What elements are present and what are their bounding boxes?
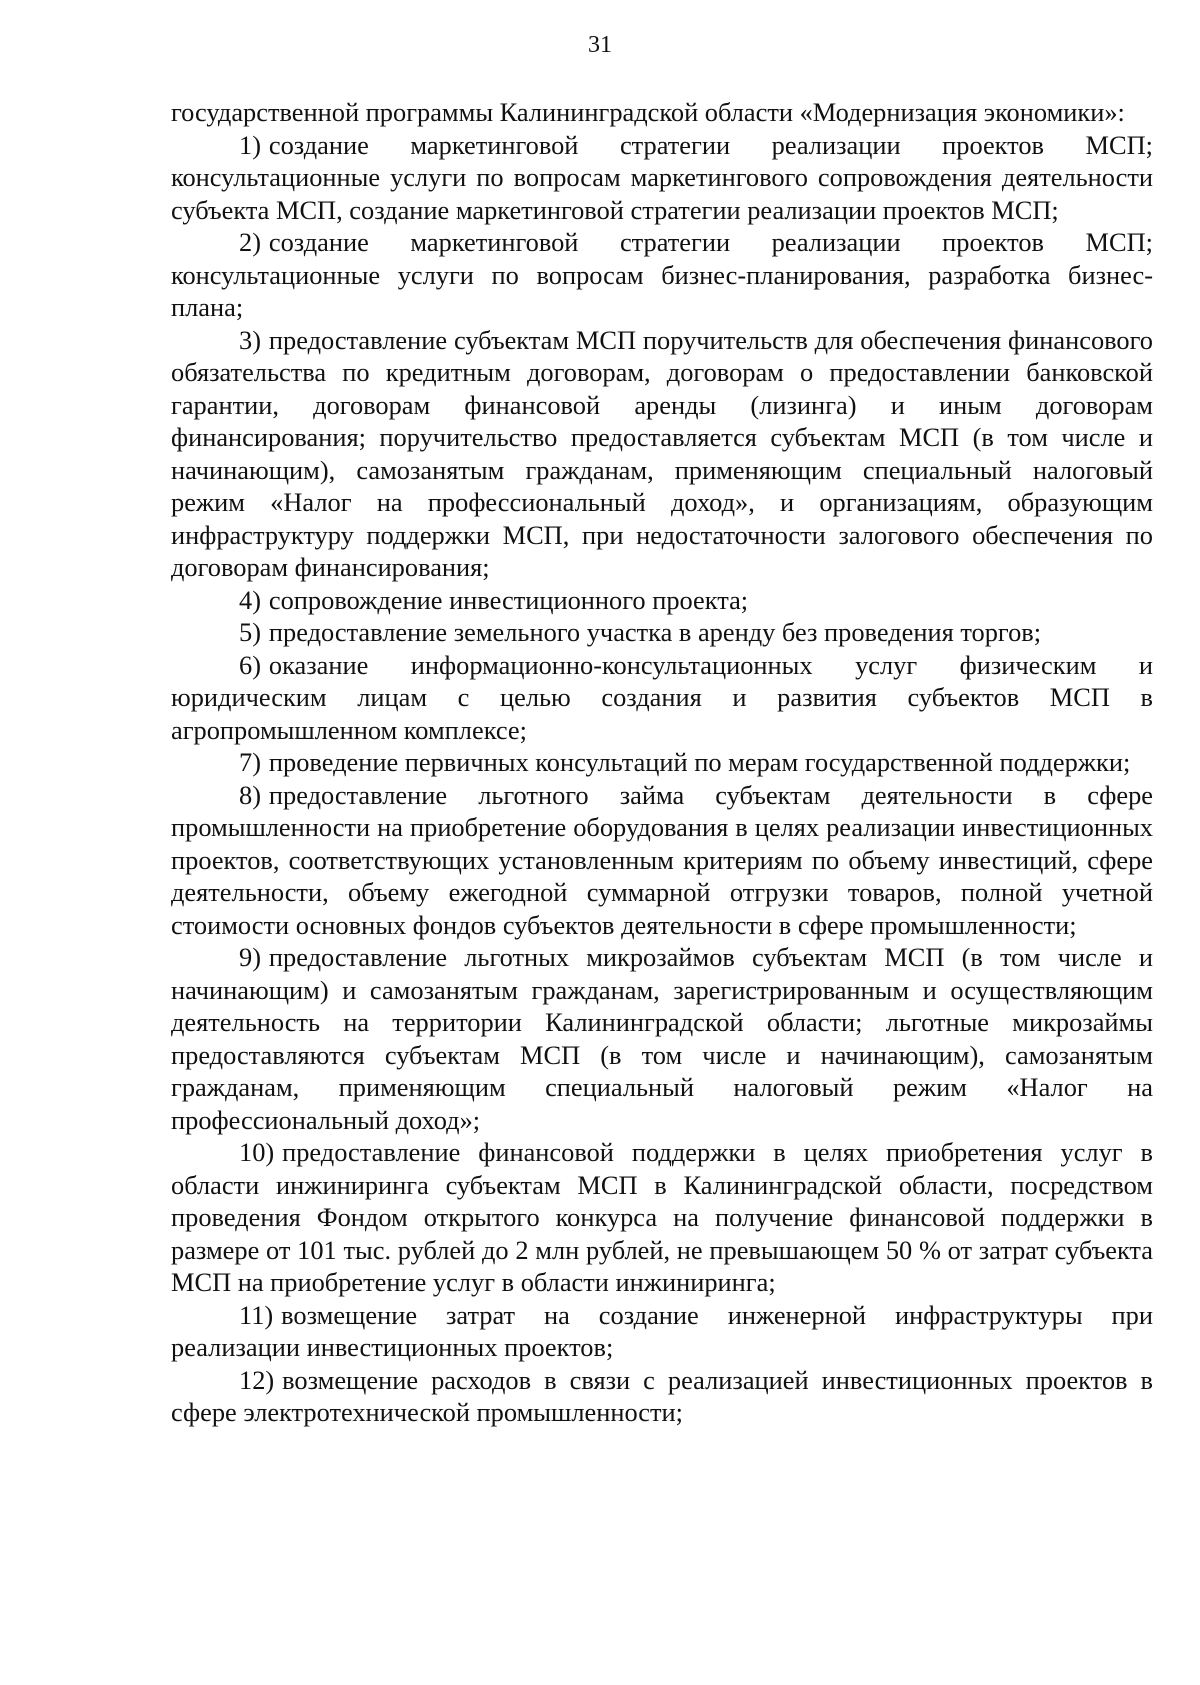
list-item-6 bbox=[171, 649, 1153, 747]
paragraph-intro bbox=[171, 96, 1153, 129]
list-item-2 bbox=[171, 226, 1153, 324]
list-number: 9) bbox=[239, 942, 261, 972]
list-number: 5) bbox=[239, 617, 261, 647]
list-item-11 bbox=[171, 1299, 1153, 1364]
list-item-text: предоставление льготных микрозаймов субъектам МСП (в том числе и начинающим) и самозанятым гражданам, зарегистрированным и осуществляющим деятельность на территории Калининградской области; льготные микрозаймы предоставляются субъектам МСП (в том числе и начинающим), самозанятым гражданам, применяющим специальный налоговый режим «Налог на профессиональный доход»; bbox=[171, 942, 1153, 1135]
list-number: 3) bbox=[239, 324, 261, 355]
list-number: 12) bbox=[239, 1364, 275, 1395]
list-item-1 bbox=[171, 129, 1153, 227]
list-item-7 bbox=[171, 746, 1153, 779]
list-number: 10) bbox=[239, 1137, 275, 1167]
list-number: 2) bbox=[239, 227, 261, 257]
list-item-text: предоставление льготного займа субъектам деятельности в сфере промышленности на приобретение оборудования в целях реализации инвестиционных проектов, соответствующих установленным критериям по объему инвестиций, сфере деятельности, объему ежегодной суммарной отгрузки товаров, полной учетной стоимости основных фондов субъектов деятельности в сфере промышленности; bbox=[171, 779, 1153, 940]
list-item-text: предоставление субъектам МСП поручительств для обеспечения финансового обязательства по кредитным договорам, договорам о предоставлении банковской гарантии, договорам финансовой аренды (лизинга) и иным договорам финансирования; поручительство предоставляется субъектам МСП (в том числе и начинающим), самозанятым гражданам, применяющим специальный налоговый режим «Налог на профессиональный доход», и организациям, образующим инфраструктуру поддержки МСП, при недостаточности залогового обеспечения по договорам финансирования; bbox=[171, 324, 1153, 582]
list-number: 4) bbox=[239, 584, 261, 615]
list-item-text: сопровождение инвестиционного проекта; bbox=[268, 584, 749, 615]
list-item-text: проведение первичных консультаций по мерам государственной поддержки; bbox=[268, 747, 1131, 777]
document-body bbox=[171, 96, 1153, 1429]
list-item-5 bbox=[171, 616, 1153, 649]
list-item-text: создание маркетинговой стратегии реализации проектов МСП; консультационные услуги по вопросам маркетингового сопровождения деятельности субъекта МСП, создание маркетинговой стратегии реализации проектов МСП; bbox=[171, 129, 1153, 225]
list-item-text: создание маркетинговой стратегии реализации проектов МСП; консультационные услуги по вопросам бизнес-планирования, разработка бизнес-плана; bbox=[171, 227, 1153, 322]
list-number: 6) bbox=[239, 649, 261, 680]
list-item-9 bbox=[171, 941, 1153, 1136]
list-item-text: предоставление земельного участка в аренду без проведения торгов; bbox=[268, 617, 1042, 647]
list-number: 7) bbox=[239, 747, 261, 777]
list-item-text: возмещение затрат на создание инженерной инфраструктуры при реализации инвестиционных проектов; bbox=[171, 1299, 1153, 1362]
list-item-4 bbox=[171, 584, 1153, 617]
list-number: 11) bbox=[239, 1299, 274, 1330]
list-item-text: возмещение расходов в связи с реализацией инвестиционных проектов в сфере электротехнической промышленности; bbox=[171, 1364, 1153, 1427]
list-number: 1) bbox=[239, 129, 261, 160]
list-number: 8) bbox=[239, 779, 261, 810]
list-item-10 bbox=[171, 1136, 1153, 1299]
list-item-text: предоставление финансовой поддержки в целях приобретения услуг в области инжиниринга субъектам МСП в Калининградской области, посредством проведения Фондом открытого конкурса на получение финансовой поддержки в размере от 101 тыс. рублей до 2 млн рублей, не превышающем 50 % от затрат субъекта МСП на приобретение услуг в области инжиниринга; bbox=[171, 1137, 1153, 1297]
list-item-8 bbox=[171, 779, 1153, 942]
paragraph-text: государственной программы Калининградской области «Модернизация экономики»: bbox=[171, 97, 1125, 127]
list-item-12 bbox=[171, 1364, 1153, 1429]
list-item-3 bbox=[171, 324, 1153, 584]
list-item-text: оказание информационно-консультационных услуг физическим и юридическим лицам с целью создания и развития субъектов МСП в агропромышленном комплексе; bbox=[171, 649, 1153, 745]
page-number: 31 bbox=[588, 32, 612, 58]
